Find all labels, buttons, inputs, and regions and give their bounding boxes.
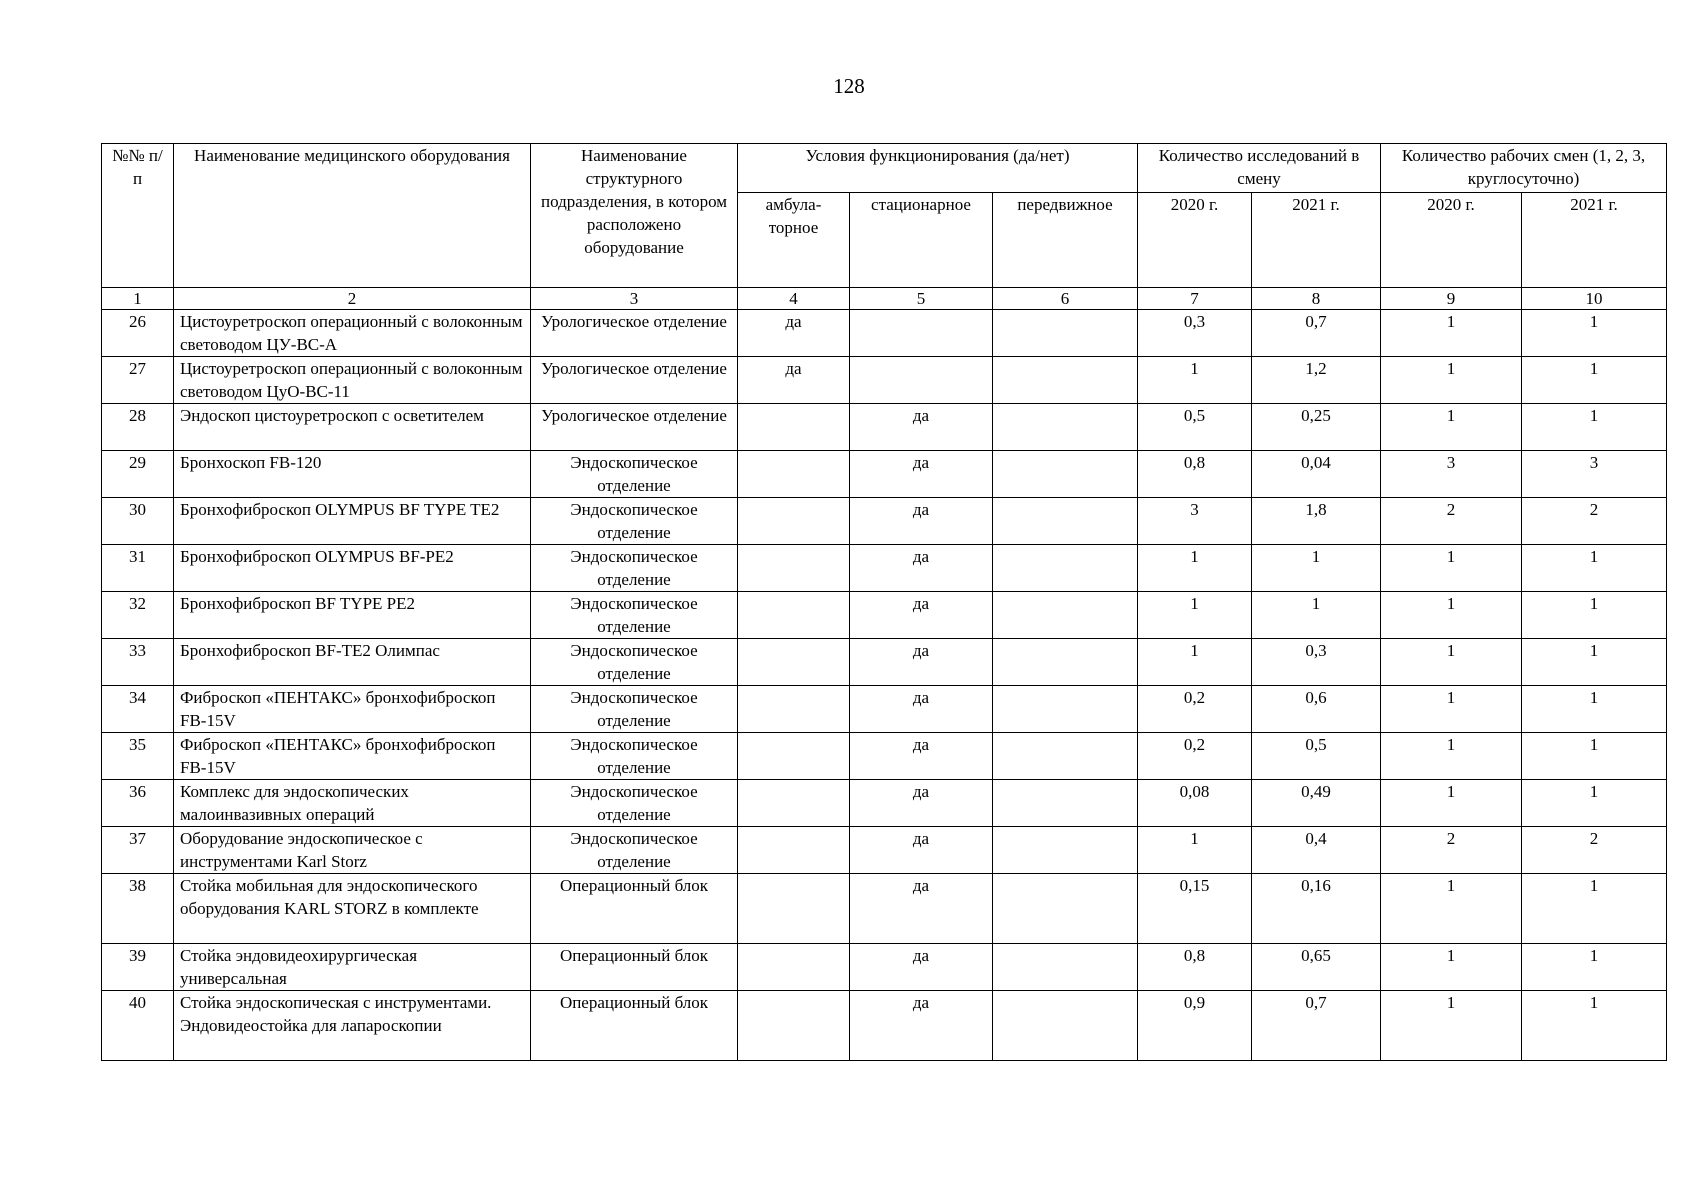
row-studies-2021: 0,4 <box>1252 827 1381 874</box>
row-studies-2020: 1 <box>1138 357 1252 404</box>
row-cond-mobile <box>993 592 1138 639</box>
row-cond-ambul <box>738 944 850 991</box>
row-num: 38 <box>102 874 174 944</box>
row-division: Операционный блок <box>531 991 738 1061</box>
row-shifts-2021: 3 <box>1522 451 1667 498</box>
row-shifts-2021: 1 <box>1522 404 1667 451</box>
row-equipment-name: Бронхофиброскоп BF-TE2 Олимпас <box>174 639 531 686</box>
row-studies-2020: 0,8 <box>1138 944 1252 991</box>
row-num: 39 <box>102 944 174 991</box>
row-num: 32 <box>102 592 174 639</box>
row-studies-2020: 1 <box>1138 592 1252 639</box>
row-studies-2020: 0,5 <box>1138 404 1252 451</box>
row-equipment-name: Фиброскоп «ПЕНТАКС» бронхофиброскоп FB-15V <box>174 733 531 780</box>
row-shifts-2020: 1 <box>1381 592 1522 639</box>
row-division: Эндоскопическое отделение <box>531 780 738 827</box>
row-shifts-2021: 1 <box>1522 944 1667 991</box>
row-shifts-2021: 1 <box>1522 874 1667 944</box>
row-cond-mobile <box>993 944 1138 991</box>
row-cond-ambul <box>738 451 850 498</box>
table-row <box>102 780 1667 827</box>
row-studies-2020: 0,9 <box>1138 991 1252 1061</box>
row-equipment-name: Оборудование эндоскопическое с инструментами Karl Storz <box>174 827 531 874</box>
row-cond-stac <box>850 310 993 357</box>
column-number: 8 <box>1252 288 1381 310</box>
column-number: 1 <box>102 288 174 310</box>
row-cond-ambul <box>738 639 850 686</box>
row-cond-mobile <box>993 357 1138 404</box>
header-division: Наименование структурного подразделения, в котором расположено оборудование <box>531 144 738 288</box>
table-row <box>102 451 1667 498</box>
row-num: 37 <box>102 827 174 874</box>
header-studies-2021: 2021 г. <box>1252 193 1381 288</box>
row-division: Эндоскопическое отделение <box>531 733 738 780</box>
row-cond-stac: да <box>850 991 993 1061</box>
row-cond-mobile <box>993 780 1138 827</box>
row-num: 30 <box>102 498 174 545</box>
row-studies-2020: 0,2 <box>1138 686 1252 733</box>
row-shifts-2020: 1 <box>1381 874 1522 944</box>
row-studies-2020: 0,2 <box>1138 733 1252 780</box>
row-cond-mobile <box>993 451 1138 498</box>
row-division: Урологическое отделение <box>531 357 738 404</box>
row-equipment-name: Бронхоскоп FB-120 <box>174 451 531 498</box>
table-row <box>102 686 1667 733</box>
table-row <box>102 545 1667 592</box>
row-equipment-name: Стойка эндоскопическая с инструментами. Эндовидеостойка для лапароскопии <box>174 991 531 1061</box>
row-equipment-name: Эндоскоп цистоуретроскоп с осветителем <box>174 404 531 451</box>
header-studies-2020: 2020 г. <box>1138 193 1252 288</box>
row-cond-ambul <box>738 545 850 592</box>
row-division: Урологическое отделение <box>531 310 738 357</box>
row-cond-ambul: да <box>738 310 850 357</box>
table-row <box>102 357 1667 404</box>
row-equipment-name: Фиброскоп «ПЕНТАКС» бронхофиброскоп FB-15V <box>174 686 531 733</box>
header-studies: Количество исследований в смену <box>1138 144 1381 193</box>
row-cond-ambul <box>738 592 850 639</box>
row-division: Эндоскопическое отделение <box>531 451 738 498</box>
equipment-table <box>101 143 1667 1061</box>
table-row <box>102 733 1667 780</box>
row-cond-ambul <box>738 733 850 780</box>
row-cond-mobile <box>993 310 1138 357</box>
row-division: Эндоскопическое отделение <box>531 592 738 639</box>
row-division: Эндоскопическое отделение <box>531 686 738 733</box>
row-cond-mobile <box>993 874 1138 944</box>
row-shifts-2020: 1 <box>1381 357 1522 404</box>
row-shifts-2021: 1 <box>1522 686 1667 733</box>
row-studies-2021: 1,8 <box>1252 498 1381 545</box>
column-number: 6 <box>993 288 1138 310</box>
row-studies-2021: 0,25 <box>1252 404 1381 451</box>
header-shifts-2021: 2021 г. <box>1522 193 1667 288</box>
row-equipment-name: Бронхофиброскоп OLYMPUS BF TYPE TE2 <box>174 498 531 545</box>
row-cond-stac: да <box>850 686 993 733</box>
row-num: 33 <box>102 639 174 686</box>
row-shifts-2021: 1 <box>1522 733 1667 780</box>
header-cond-stac: стационарное <box>850 193 993 288</box>
row-shifts-2021: 1 <box>1522 357 1667 404</box>
row-equipment-name: Стойка эндовидеохирургическая универсальная <box>174 944 531 991</box>
row-studies-2021: 0,04 <box>1252 451 1381 498</box>
row-division: Эндоскопическое отделение <box>531 545 738 592</box>
row-cond-ambul <box>738 874 850 944</box>
column-number-row <box>102 288 1667 310</box>
row-shifts-2020: 2 <box>1381 827 1522 874</box>
row-shifts-2021: 1 <box>1522 639 1667 686</box>
row-cond-stac <box>850 357 993 404</box>
header-shifts-2020: 2020 г. <box>1381 193 1522 288</box>
row-division: Эндоскопическое отделение <box>531 827 738 874</box>
row-cond-stac: да <box>850 498 993 545</box>
row-num: 28 <box>102 404 174 451</box>
row-studies-2020: 0,3 <box>1138 310 1252 357</box>
row-cond-stac: да <box>850 827 993 874</box>
row-shifts-2020: 1 <box>1381 545 1522 592</box>
row-shifts-2020: 1 <box>1381 404 1522 451</box>
row-studies-2020: 1 <box>1138 827 1252 874</box>
row-division: Эндоскопическое отделение <box>531 498 738 545</box>
row-cond-mobile <box>993 686 1138 733</box>
table-row <box>102 310 1667 357</box>
table-header-row <box>102 144 1667 193</box>
row-cond-mobile <box>993 991 1138 1061</box>
table-row <box>102 639 1667 686</box>
row-studies-2021: 1 <box>1252 545 1381 592</box>
row-studies-2021: 0,49 <box>1252 780 1381 827</box>
row-studies-2020: 0,08 <box>1138 780 1252 827</box>
row-studies-2021: 0,65 <box>1252 944 1381 991</box>
page-number: 128 <box>833 74 865 98</box>
row-shifts-2021: 1 <box>1522 592 1667 639</box>
row-shifts-2021: 1 <box>1522 780 1667 827</box>
row-num: 27 <box>102 357 174 404</box>
table-row <box>102 498 1667 545</box>
row-cond-mobile <box>993 404 1138 451</box>
row-equipment-name: Цистоуретроскоп операционный с волоконным световодом ЦуО-ВС-11 <box>174 357 531 404</box>
row-studies-2021: 0,7 <box>1252 991 1381 1061</box>
row-shifts-2021: 1 <box>1522 310 1667 357</box>
row-num: 34 <box>102 686 174 733</box>
row-shifts-2020: 1 <box>1381 639 1522 686</box>
row-num: 26 <box>102 310 174 357</box>
row-shifts-2020: 1 <box>1381 310 1522 357</box>
row-shifts-2020: 1 <box>1381 780 1522 827</box>
row-studies-2021: 0,3 <box>1252 639 1381 686</box>
column-number: 4 <box>738 288 850 310</box>
table-row <box>102 944 1667 991</box>
row-cond-ambul <box>738 686 850 733</box>
row-studies-2021: 1,2 <box>1252 357 1381 404</box>
row-shifts-2021: 2 <box>1522 498 1667 545</box>
header-cond-ambul: амбула-торное <box>738 193 850 288</box>
row-cond-stac: да <box>850 592 993 639</box>
column-number: 9 <box>1381 288 1522 310</box>
row-studies-2021: 0,6 <box>1252 686 1381 733</box>
row-cond-ambul <box>738 498 850 545</box>
row-studies-2020: 0,8 <box>1138 451 1252 498</box>
row-cond-stac: да <box>850 944 993 991</box>
header-num: №№ п/п <box>102 144 174 288</box>
row-shifts-2020: 3 <box>1381 451 1522 498</box>
row-cond-stac: да <box>850 404 993 451</box>
row-num: 31 <box>102 545 174 592</box>
row-cond-stac: да <box>850 639 993 686</box>
row-cond-stac: да <box>850 733 993 780</box>
row-cond-stac: да <box>850 545 993 592</box>
row-studies-2021: 0,5 <box>1252 733 1381 780</box>
row-cond-mobile <box>993 827 1138 874</box>
row-cond-stac: да <box>850 874 993 944</box>
row-equipment-name: Комплекс для эндоскопических малоинвазивных операций <box>174 780 531 827</box>
row-cond-mobile <box>993 498 1138 545</box>
row-equipment-name: Стойка мобильная для эндоскопического оборудования KARL STORZ в комплекте <box>174 874 531 944</box>
header-conditions: Условия функционирования (да/нет) <box>738 144 1138 193</box>
row-num: 36 <box>102 780 174 827</box>
column-number: 2 <box>174 288 531 310</box>
row-cond-ambul <box>738 991 850 1061</box>
row-shifts-2021: 1 <box>1522 991 1667 1061</box>
header-cond-mobile: передвижное <box>993 193 1138 288</box>
header-equipment: Наименование медицинского оборудования <box>174 144 531 288</box>
row-studies-2021: 0,16 <box>1252 874 1381 944</box>
row-cond-ambul <box>738 404 850 451</box>
table-row <box>102 404 1667 451</box>
row-equipment-name: Цистоуретроскоп операционный с волоконным световодом ЦУ-ВС-А <box>174 310 531 357</box>
row-shifts-2020: 1 <box>1381 733 1522 780</box>
row-equipment-name: Бронхофиброскоп OLYMPUS BF-PE2 <box>174 545 531 592</box>
column-number: 3 <box>531 288 738 310</box>
table-row <box>102 874 1667 944</box>
row-shifts-2020: 1 <box>1381 991 1522 1061</box>
table-row <box>102 827 1667 874</box>
row-division: Урологическое отделение <box>531 404 738 451</box>
column-number: 10 <box>1522 288 1667 310</box>
row-num: 40 <box>102 991 174 1061</box>
column-number: 5 <box>850 288 993 310</box>
row-num: 29 <box>102 451 174 498</box>
row-studies-2021: 0,7 <box>1252 310 1381 357</box>
row-num: 35 <box>102 733 174 780</box>
row-cond-stac: да <box>850 780 993 827</box>
header-shifts: Количество рабочих смен (1, 2, 3, круглосуточно) <box>1381 144 1667 193</box>
row-division: Эндоскопическое отделение <box>531 639 738 686</box>
row-cond-stac: да <box>850 451 993 498</box>
table-row <box>102 592 1667 639</box>
row-division: Операционный блок <box>531 874 738 944</box>
table-row <box>102 991 1667 1061</box>
row-shifts-2021: 1 <box>1522 545 1667 592</box>
row-cond-mobile <box>993 733 1138 780</box>
column-number: 7 <box>1138 288 1252 310</box>
row-shifts-2020: 1 <box>1381 686 1522 733</box>
row-studies-2020: 3 <box>1138 498 1252 545</box>
row-cond-ambul <box>738 827 850 874</box>
row-studies-2020: 1 <box>1138 545 1252 592</box>
row-equipment-name: Бронхофиброскоп BF TYPE PE2 <box>174 592 531 639</box>
row-shifts-2021: 2 <box>1522 827 1667 874</box>
row-studies-2021: 1 <box>1252 592 1381 639</box>
row-studies-2020: 1 <box>1138 639 1252 686</box>
row-cond-mobile <box>993 639 1138 686</box>
row-division: Операционный блок <box>531 944 738 991</box>
row-cond-ambul: да <box>738 357 850 404</box>
row-cond-mobile <box>993 545 1138 592</box>
row-shifts-2020: 1 <box>1381 944 1522 991</box>
row-studies-2020: 0,15 <box>1138 874 1252 944</box>
row-shifts-2020: 2 <box>1381 498 1522 545</box>
row-cond-ambul <box>738 780 850 827</box>
